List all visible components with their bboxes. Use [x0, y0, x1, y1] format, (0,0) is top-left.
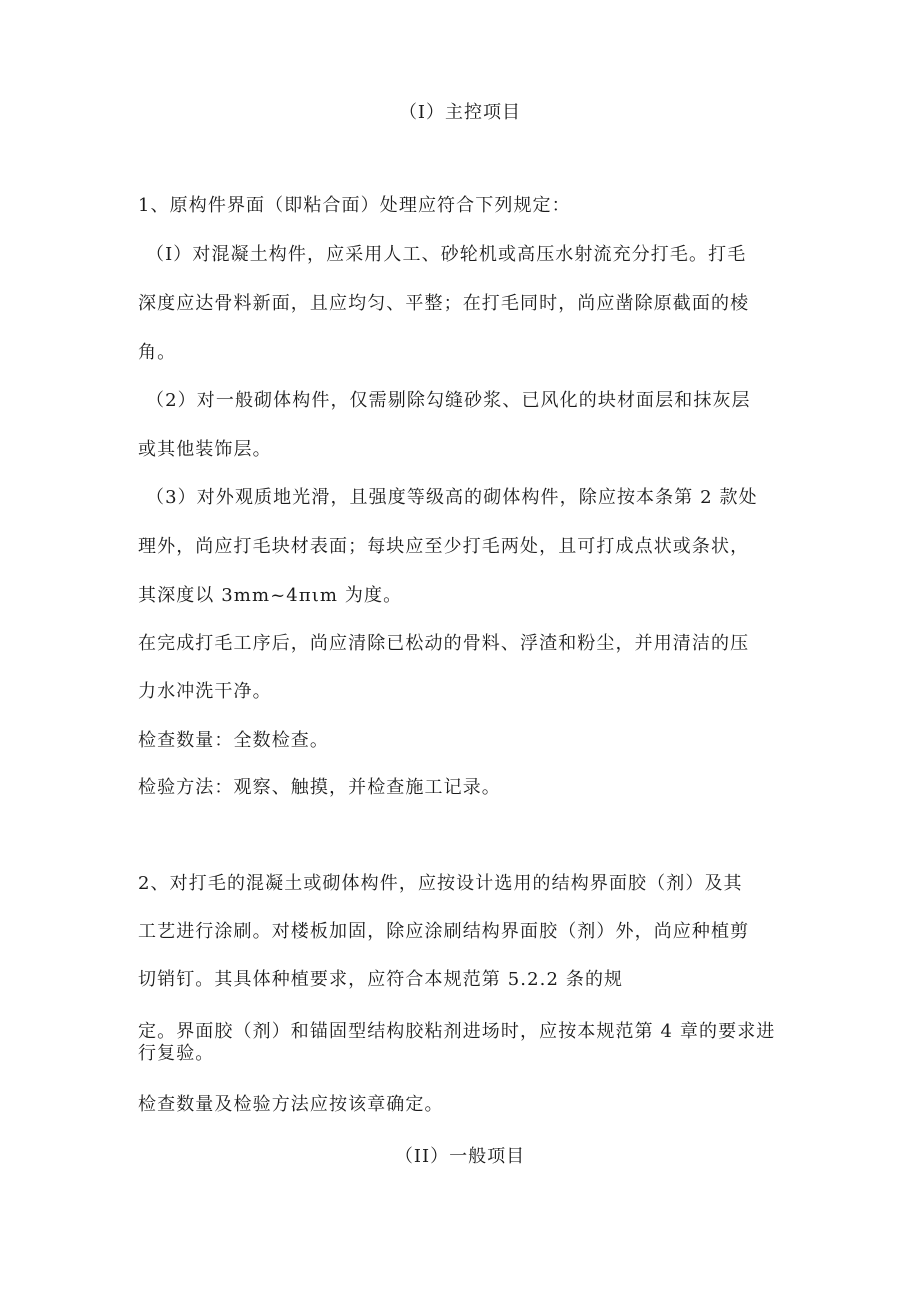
item-1-para-3-line-1: （3）对外观质地光滑，且强度等级高的砌体构件，除应按本条第 2 款处: [146, 487, 758, 508]
item-1-para-1-line-1: （I）对混凝土构件，应采用人工、砂轮机或高压水射流充分打毛。打毛: [146, 244, 747, 265]
section-heading-general: （II）一般项目: [394, 1146, 526, 1167]
item-1-para-4-line-2: 力水冲洗干净。: [138, 681, 272, 702]
item-1-intro: 1、原构件界面（即粘合面）处理应符合下列规定：: [138, 195, 571, 216]
item-2-line-5: 检查数量及检验方法应按该章确定。: [138, 1094, 444, 1115]
item-1-para-2-line-1: （2）对一般砌体构件，仅需剔除勾缝砂浆、已风化的块材面层和抹灰层: [146, 390, 751, 411]
item-1-check-quantity: 检查数量：全数检查。: [138, 730, 329, 751]
item-1-para-2-line-2: 或其他装饰层。: [138, 439, 272, 460]
item-2-line-3: 切销钉。其具体种植要求，应符合本规范第 5.2.2 条的规: [138, 969, 624, 990]
item-1-para-3-line-3: 其深度以 3mm~4πιm 为度。: [138, 585, 403, 606]
item-2-line-2: 工艺进行涂刷。对楼板加固，除应涂刷结构界面胶（剂）外，尚应种植剪: [138, 921, 750, 942]
item-2-line-4: 定。界面胶（剂）和锚固型结构胶粘剂进场时，应按本规范第 4 章的要求进行复验。: [138, 1021, 776, 1064]
item-1-para-1-line-2: 深度应达骨料新面，且应均匀、平整；在打毛同时，尚应凿除原截面的棱: [138, 293, 750, 314]
item-1-para-4-line-1: 在完成打毛工序后，尚应清除已松动的骨料、浮渣和粉尘，并用清洁的压: [138, 633, 750, 654]
item-1-para-3-line-2: 理外，尚应打毛块材表面；每块应至少打毛两处，且可打成点状或条状，: [138, 536, 750, 557]
section-heading-main-control: （I）主控项目: [398, 102, 522, 123]
item-1-check-method: 检验方法：观察、触摸，并检查施工记录。: [138, 777, 501, 798]
item-1-para-1-line-3: 角。: [138, 342, 177, 363]
item-2-line-1: 2、对打毛的混凝土或砌体构件，应按设计选用的结构界面胶（剂）及其: [138, 873, 743, 894]
